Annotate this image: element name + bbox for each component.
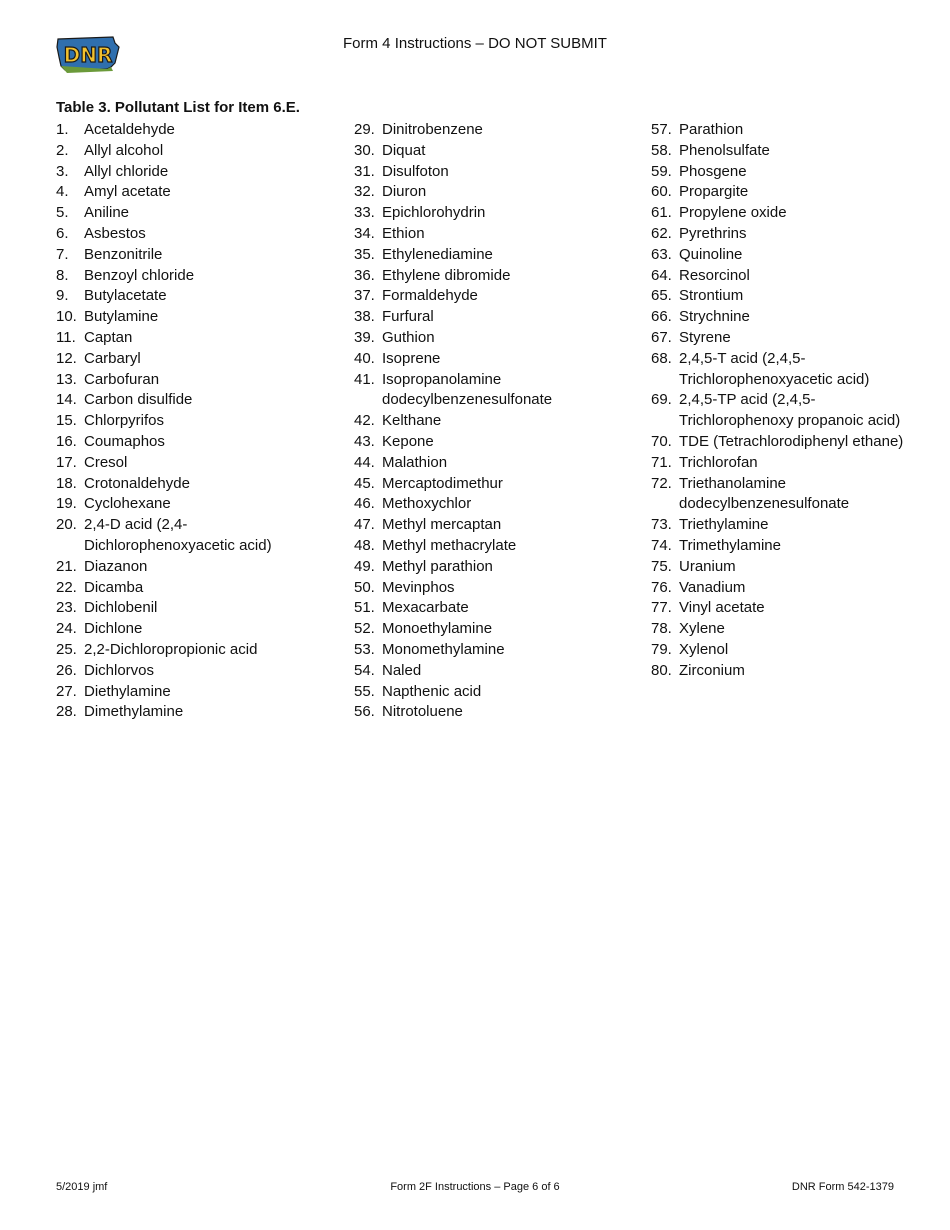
pollutant-item xyxy=(354,162,639,183)
pollutant-number: 32. xyxy=(354,183,375,201)
pollutant-item xyxy=(56,453,336,474)
pollutant-item xyxy=(354,307,639,328)
pollutant-name: Monomethylamine xyxy=(382,640,505,658)
pollutant-item xyxy=(651,349,911,391)
footer-page-info: Form 2F Instructions – Page 6 of 6 xyxy=(390,1181,560,1193)
pollutant-number: 53. xyxy=(354,640,375,658)
pollutant-name: 2,4-D acid (2,4-Dichlorophenoxyacetic acid) xyxy=(84,516,272,554)
pollutant-item xyxy=(56,640,336,661)
pollutant-item xyxy=(651,640,911,661)
pollutant-number: 25. xyxy=(56,640,77,658)
pollutant-name: Epichlorohydrin xyxy=(382,204,486,222)
pollutant-item xyxy=(56,661,336,682)
pollutant-name: Strychnine xyxy=(679,308,750,326)
pollutant-number: 19. xyxy=(56,495,77,513)
pollutant-number: 15. xyxy=(56,412,77,430)
pollutant-name: Acetaldehyde xyxy=(84,121,175,138)
pollutant-number: 54. xyxy=(354,661,375,679)
pollutant-name: Zirconium xyxy=(679,661,745,679)
pollutant-number: 65. xyxy=(651,287,672,305)
pollutant-name: Asbestos xyxy=(84,224,146,242)
pollutant-name: Trimethylamine xyxy=(679,536,781,554)
pollutant-name: Amyl acetate xyxy=(84,183,171,201)
pollutant-number: 38. xyxy=(354,308,375,326)
pollutant-name: Mevinphos xyxy=(382,578,455,596)
pollutant-item xyxy=(56,474,336,495)
pollutant-number: 79. xyxy=(651,640,672,658)
pollutant-number: 24. xyxy=(56,620,77,638)
footer-form-number: DNR Form 542-1379 xyxy=(791,1181,894,1193)
pollutant-number: 7. xyxy=(56,245,69,263)
pollutant-number: 4. xyxy=(56,183,69,201)
pollutant-item xyxy=(56,162,336,183)
pollutant-item xyxy=(354,411,639,432)
pollutant-name: Kepone xyxy=(382,432,434,450)
pollutant-name: Diazanon xyxy=(84,557,148,575)
pollutant-number: 18. xyxy=(56,474,77,492)
pollutant-number: 17. xyxy=(56,453,77,471)
pollutant-item xyxy=(354,349,639,370)
pollutant-item xyxy=(354,474,639,495)
pollutant-item xyxy=(651,203,911,224)
pollutant-number: 22. xyxy=(56,578,77,596)
pollutant-number: 8. xyxy=(56,266,69,284)
pollutant-name: 2,4,5-T acid (2,4,5-Trichlorophenoxyacetic acid) xyxy=(679,349,870,388)
pollutant-name: Dichlobenil xyxy=(84,599,158,617)
pollutant-number: 77. xyxy=(651,599,672,617)
pollutant-number: 73. xyxy=(651,516,672,534)
pollutant-name: Carbon disulfide xyxy=(84,391,193,409)
pollutant-item xyxy=(651,474,911,516)
pollutant-name: Cyclohexane xyxy=(84,495,171,513)
pollutant-number: 76. xyxy=(651,578,672,596)
pollutant-name: Furfural xyxy=(382,308,434,326)
pollutant-name: Carbaryl xyxy=(84,349,141,367)
pollutant-item xyxy=(354,120,639,141)
pollutant-number: 3. xyxy=(56,162,69,180)
pollutant-name: Diethylamine xyxy=(84,682,171,700)
pollutant-name: Chlorpyrifos xyxy=(84,412,165,430)
pollutant-number: 78. xyxy=(651,620,672,638)
pollutant-item xyxy=(56,557,336,578)
pollutant-item xyxy=(651,162,911,183)
pollutant-name: Dinitrobenzene xyxy=(382,121,483,138)
pollutant-number: 41. xyxy=(354,370,375,388)
pollutant-number: 42. xyxy=(354,412,375,430)
pollutant-name: Dichlone xyxy=(84,620,143,638)
pollutant-number: 60. xyxy=(651,183,672,201)
pollutant-item xyxy=(56,619,336,640)
pollutant-name: Benzoyl chloride xyxy=(84,266,195,284)
pollutant-item xyxy=(651,120,911,141)
pollutant-item xyxy=(56,682,336,703)
pollutant-name: Malathion xyxy=(382,453,448,471)
pollutant-name: Xylene xyxy=(679,620,725,638)
pollutant-item xyxy=(651,141,911,162)
pollutant-item xyxy=(354,141,639,162)
pollutant-number: 16. xyxy=(56,432,77,450)
pollutant-item xyxy=(354,682,639,703)
pollutant-item xyxy=(354,432,639,453)
pollutant-number: 30. xyxy=(354,141,375,159)
pollutant-name: Phenolsulfate xyxy=(679,141,770,159)
pollutant-item xyxy=(56,432,336,453)
pollutant-item xyxy=(354,661,639,682)
pollutant-name: Allyl alcohol xyxy=(84,141,164,159)
pollutant-item xyxy=(56,307,336,328)
pollutant-item xyxy=(354,578,639,599)
pollutant-name: Diuron xyxy=(382,183,427,201)
pollutant-name: Pyrethrins xyxy=(679,224,747,242)
pollutant-item xyxy=(56,515,336,557)
table-title: Table 3. Pollutant List for Item 6.E. xyxy=(56,99,300,116)
pollutant-name: Allyl chloride xyxy=(84,162,169,180)
pollutant-name: Mexacarbate xyxy=(382,599,469,617)
pollutant-number: 43. xyxy=(354,432,375,450)
pollutant-item xyxy=(354,370,639,412)
pollutant-item xyxy=(651,536,911,557)
pollutant-name: Aniline xyxy=(84,204,130,222)
pollutant-name: Propargite xyxy=(679,183,749,201)
pollutant-number: 37. xyxy=(354,287,375,305)
pollutant-name: Guthion xyxy=(382,328,435,346)
pollutant-item xyxy=(651,598,911,619)
pollutant-number: 75. xyxy=(651,557,672,575)
pollutant-item xyxy=(354,453,639,474)
pollutant-number: 46. xyxy=(354,495,375,513)
pollutant-number: 20. xyxy=(56,516,77,534)
pollutant-number: 57. xyxy=(651,121,672,138)
pollutant-item xyxy=(354,245,639,266)
pollutant-name: Benzonitrile xyxy=(84,245,163,263)
pollutant-name: Quinoline xyxy=(679,245,743,263)
pollutant-item xyxy=(354,702,639,723)
pollutant-name: Diquat xyxy=(382,141,426,159)
pollutant-number: 27. xyxy=(56,682,77,700)
pollutant-name: Ethylene dibromide xyxy=(382,266,511,284)
pollutant-name: Ethion xyxy=(382,224,425,242)
pollutant-item xyxy=(354,203,639,224)
pollutant-name: Resorcinol xyxy=(679,266,750,284)
pollutant-number: 23. xyxy=(56,599,77,617)
pollutant-number: 51. xyxy=(354,599,375,617)
pollutant-name: Propylene oxide xyxy=(679,204,787,222)
pollutant-number: 70. xyxy=(651,432,672,450)
pollutant-number: 72. xyxy=(651,474,672,492)
pollutant-item xyxy=(651,266,911,287)
pollutant-item xyxy=(651,224,911,245)
pollutant-name: Methoxychlor xyxy=(382,495,472,513)
pollutant-item xyxy=(354,536,639,557)
pollutant-column-1 xyxy=(56,120,336,723)
pollutant-name: 2,4,5-TP acid (2,4,5-Trichlorophenoxy propanoic acid) xyxy=(679,391,901,430)
pollutant-item xyxy=(56,411,336,432)
pollutant-number: 64. xyxy=(651,266,672,284)
pollutant-name: Triethylamine xyxy=(679,516,769,534)
pollutant-name: Disulfoton xyxy=(382,162,449,180)
pollutant-number: 10. xyxy=(56,308,77,326)
pollutant-number: 39. xyxy=(354,328,375,346)
pollutant-name: Methyl parathion xyxy=(382,557,493,575)
pollutant-number: 5. xyxy=(56,204,69,222)
pollutant-number: 40. xyxy=(354,349,375,367)
pollutant-item xyxy=(56,328,336,349)
pollutant-item xyxy=(354,640,639,661)
pollutant-item xyxy=(56,203,336,224)
pollutant-number: 49. xyxy=(354,557,375,575)
pollutant-number: 29. xyxy=(354,121,375,138)
pollutant-number: 12. xyxy=(56,349,77,367)
pollutant-item xyxy=(56,141,336,162)
pollutant-name: Phosgene xyxy=(679,162,747,180)
pollutant-number: 62. xyxy=(651,224,672,242)
pollutant-item xyxy=(56,224,336,245)
pollutant-name: Nitrotoluene xyxy=(382,703,463,721)
pollutant-name: Vanadium xyxy=(679,578,746,596)
pollutant-item xyxy=(56,390,336,411)
pollutant-number: 59. xyxy=(651,162,672,180)
pollutant-number: 9. xyxy=(56,287,69,305)
pollutant-number: 56. xyxy=(354,703,375,721)
page-header-title: Form 4 Instructions – DO NOT SUBMIT xyxy=(343,35,607,52)
pollutant-name: Formaldehyde xyxy=(382,287,478,305)
pollutant-item xyxy=(354,494,639,515)
pollutant-item xyxy=(651,328,911,349)
pollutant-number: 63. xyxy=(651,245,672,263)
pollutant-item xyxy=(651,515,911,536)
pollutant-number: 35. xyxy=(354,245,375,263)
pollutant-name: Dichlorvos xyxy=(84,661,155,679)
pollutant-name: Napthenic acid xyxy=(382,682,482,700)
pollutant-name: Parathion xyxy=(679,121,744,138)
pollutant-name: Strontium xyxy=(679,287,744,305)
pollutant-item xyxy=(651,453,911,474)
pollutant-number: 69. xyxy=(651,391,672,409)
pollutant-name: Isopropanolamine dodecylbenzenesulfonate xyxy=(382,370,553,409)
pollutant-item xyxy=(354,266,639,287)
pollutant-name: Methyl mercaptan xyxy=(382,516,502,534)
svg-text:DNR: DNR xyxy=(63,43,113,67)
pollutant-item xyxy=(354,286,639,307)
pollutant-item xyxy=(56,349,336,370)
pollutant-item xyxy=(56,370,336,391)
pollutant-number: 48. xyxy=(354,536,375,554)
pollutant-item xyxy=(354,619,639,640)
pollutant-number: 1. xyxy=(56,121,69,138)
pollutant-number: 26. xyxy=(56,661,77,679)
pollutant-name: Styrene xyxy=(679,328,731,346)
pollutant-number: 2. xyxy=(56,141,69,159)
pollutant-name: Captan xyxy=(84,328,133,346)
pollutant-item xyxy=(56,286,336,307)
pollutant-item xyxy=(56,598,336,619)
pollutant-number: 50. xyxy=(354,578,375,596)
pollutant-name: Vinyl acetate xyxy=(679,599,765,617)
pollutant-item xyxy=(651,286,911,307)
pollutant-number: 47. xyxy=(354,516,375,534)
pollutant-number: 68. xyxy=(651,349,672,367)
pollutant-item xyxy=(56,494,336,515)
pollutant-name: Methyl methacrylate xyxy=(382,536,517,554)
pollutant-item xyxy=(651,619,911,640)
pollutant-number: 80. xyxy=(651,661,672,679)
pollutant-number: 31. xyxy=(354,162,375,180)
pollutant-number: 74. xyxy=(651,536,672,554)
pollutant-item xyxy=(651,557,911,578)
pollutant-name: Coumaphos xyxy=(84,432,165,450)
pollutant-name: Kelthane xyxy=(382,412,442,430)
pollutant-name: TDE (Tetrachlorodiphenyl ethane) xyxy=(679,432,904,450)
pollutant-number: 55. xyxy=(354,682,375,700)
pollutant-number: 21. xyxy=(56,557,77,575)
pollutant-name: Carbofuran xyxy=(84,370,160,388)
pollutant-item xyxy=(354,224,639,245)
pollutant-name: Uranium xyxy=(679,557,736,575)
pollutant-name: Crotonaldehyde xyxy=(84,474,190,492)
pollutant-number: 44. xyxy=(354,453,375,471)
pollutant-item xyxy=(56,266,336,287)
pollutant-name: Dicamba xyxy=(84,578,144,596)
pollutant-number: 13. xyxy=(56,370,77,388)
pollutant-name: Butylamine xyxy=(84,308,159,326)
pollutant-item xyxy=(651,432,911,453)
pollutant-name: Naled xyxy=(382,661,422,679)
pollutant-name: Cresol xyxy=(84,453,128,471)
pollutant-item xyxy=(56,245,336,266)
pollutant-number: 14. xyxy=(56,391,77,409)
pollutant-number: 58. xyxy=(651,141,672,159)
pollutant-item xyxy=(56,182,336,203)
footer-date: 5/2019 jmf xyxy=(56,1181,108,1193)
pollutant-item xyxy=(56,120,336,141)
pollutant-column-3 xyxy=(651,120,911,682)
pollutant-number: 52. xyxy=(354,620,375,638)
pollutant-number: 34. xyxy=(354,224,375,242)
pollutant-number: 11. xyxy=(56,328,76,346)
pollutant-item xyxy=(354,182,639,203)
pollutant-number: 28. xyxy=(56,703,77,721)
pollutant-name: Dimethylamine xyxy=(84,703,184,721)
pollutant-name: Trichlorofan xyxy=(679,453,758,471)
pollutant-name: Triethanolamine dodecylbenzenesulfonate xyxy=(679,474,850,513)
pollutant-name: Isoprene xyxy=(382,349,441,367)
pollutant-name: Ethylenediamine xyxy=(382,245,493,263)
pollutant-item xyxy=(651,578,911,599)
pollutant-name: Xylenol xyxy=(679,640,729,658)
pollutant-number: 66. xyxy=(651,308,672,326)
pollutant-item xyxy=(651,390,911,432)
pollutant-item xyxy=(56,578,336,599)
pollutant-number: 61. xyxy=(651,204,672,222)
pollutant-item xyxy=(651,307,911,328)
pollutant-name: Monoethylamine xyxy=(382,620,493,638)
pollutant-number: 36. xyxy=(354,266,375,284)
pollutant-name: Butylacetate xyxy=(84,287,167,305)
pollutant-column-2 xyxy=(354,120,639,723)
pollutant-item xyxy=(354,557,639,578)
pollutant-item xyxy=(651,661,911,682)
pollutant-item xyxy=(651,245,911,266)
pollutant-item xyxy=(651,182,911,203)
pollutant-item xyxy=(354,515,639,536)
pollutant-item xyxy=(354,598,639,619)
pollutant-item xyxy=(56,702,336,723)
pollutant-number: 6. xyxy=(56,224,69,242)
pollutant-number: 67. xyxy=(651,328,672,346)
pollutant-item xyxy=(354,328,639,349)
pollutant-number: 33. xyxy=(354,204,375,222)
pollutant-number: 45. xyxy=(354,474,375,492)
pollutant-number: 71. xyxy=(651,453,672,471)
pollutant-name: Mercaptodimethur xyxy=(382,474,503,492)
pollutant-name: 2,2-Dichloropropionic acid xyxy=(84,640,258,658)
